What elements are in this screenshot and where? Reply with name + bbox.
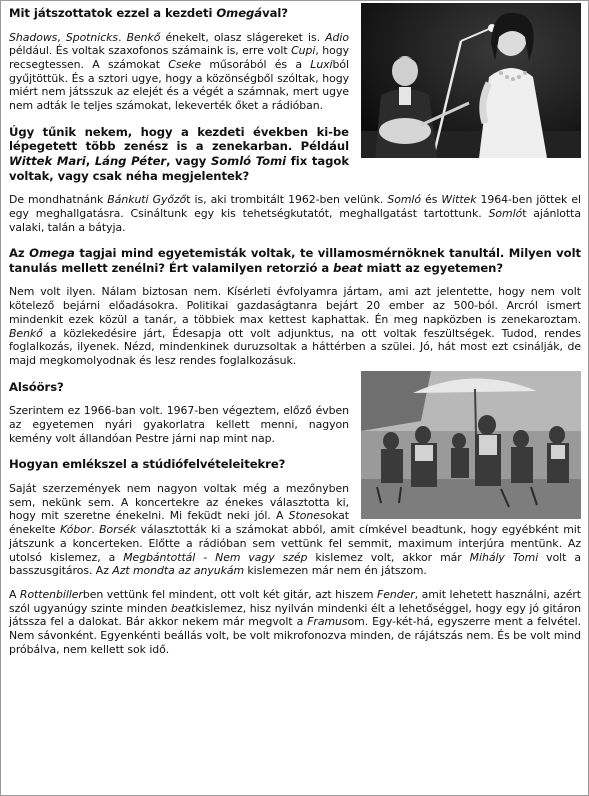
interview-answer: De mondhatnánk Bánkuti Győzőt is, aki trombitált 1962-ben velünk. Somló és Wittek 1964-ben jöttek el egy meghallgatásra. Csináltunk egy kis tehetségkutatót, meghallgatást tartottunk. Somlót ajánlotta valaki, talán a bátyja.: [9, 193, 581, 234]
interview-answer: Shadows, Spotnicks. Benkő énekelt, olasz slágereket is. Adio például. És voltak szaxofonos számaink is, erre volt Cupi, hogy recsegtessen. A számokat Cseke műsorából és a Luxiból gyűjtöttük. És a sztori ugye, hogy a közönségből szóltak, hogy miért nem játsszuk az elejét és a végét a számnak, mert ugye nem adták le teljes számokat, lekeverték őket a rádióban.: [9, 30, 350, 113]
italic-text: Azt mondta az anyukám: [112, 564, 245, 578]
italic-text: Stones: [288, 509, 326, 523]
italic-text: Spotnicks: [65, 30, 119, 44]
italic-text: Somló Tomi: [210, 154, 287, 168]
italic-text: Adio: [325, 30, 350, 44]
italic-text: Láng Péter: [94, 154, 167, 168]
photo-outdoor-group: [361, 371, 581, 519]
italic-text: Fender: [376, 587, 415, 601]
italic-text: Bánkuti Győző: [107, 193, 187, 207]
italic-text: Wittek: [441, 193, 477, 207]
italic-text: Somló: [488, 206, 523, 220]
italic-text: Rottenbiller: [19, 587, 83, 601]
italic-text: Cupi: [291, 44, 316, 58]
photo-singer-stage: [361, 3, 581, 158]
italic-text: Wittek Mari: [9, 154, 86, 168]
interview-question: Mit játszottatok ezzel a kezdeti Omegával?: [9, 6, 288, 20]
photo-outdoor-group-image: [361, 371, 581, 519]
italic-text: Omega: [29, 246, 75, 261]
interview-question: Az Omega tagjai mind egyetemisták voltak, te villamosmérnöknek tanultál. Milyen volt tanulás mellett zenélni? Ért valamilyen retorzió a beat miatt az egyetemen?: [9, 246, 581, 275]
article-body: [9, 6, 581, 656]
italic-text: Mihály Tomi: [469, 550, 539, 564]
italic-text: Benkő: [9, 326, 43, 340]
interview-question: Alsóörs?: [9, 379, 64, 394]
italic-text: Framus: [307, 615, 348, 629]
italic-text: beat: [333, 260, 363, 275]
italic-text: Benkő: [126, 30, 161, 44]
italic-text: Borsék: [99, 523, 137, 537]
italic-text: Somló: [387, 193, 421, 207]
italic-text: Cseke: [168, 58, 202, 71]
photo-singer-stage-image: [361, 3, 581, 158]
italic-text: Kóbor: [60, 523, 92, 537]
interview-question: Úgy tűnik nekem, hogy a kezdeti években ki-be lépegetett több zenész is a zenekarban. Például Wittek Mari, Láng Péter, vagy Somló Tomi fix tagok voltak, vagy csak néha megjelentek?: [9, 124, 349, 183]
italic-text: Luxi: [310, 58, 333, 71]
interview-answer: A Rottenbillerben vettünk fel mindent, ott volt két gitár, azt hiszem Fender, amit lehetett használni, azért szól ugyanúgy szinte minden beatkislemez, hisz nyilván mindenki élt a lehetőséggel, hogy egy jó gitáron játssza fel a dalokat. Bár akkor nekem már megvolt a Framusom. Egy-két-há, egyszerre ment a felvétel. Nem sávonként. Egyenkénti beállás volt, be volt mikrofonozva minden, de rájátszás nem. És be volt mind próbálva, nem kellett sok idő.: [9, 587, 582, 656]
interview-answer: Saját szerzemények nem nagyon voltak még a mezőnyben sem, nekünk sem. A koncertekre az énekes választotta ki, hogy mit szeretne énekelni. Mi feküdt neki jól. A Stonesokat énekelte Kóbor. Borsék választották ki a számokat abból, amit címkével beadtunk, hogy egyébként mit játszunk a koncerteken. Előtte a rádióban sem vettünk fel semmit, maximum interjúra mentünk. Az utolsó kislemez, a Megbántottál - Nem vagy szép kislemez volt, akkor már Mihály Tomi volt a basszusgitáros. Az Azt mondta az anyukám kislemezen már nem én játszom.: [9, 482, 582, 578]
italic-text: Omegá: [216, 6, 263, 20]
italic-text: Shadows: [9, 30, 58, 44]
italic-text: beat: [171, 601, 196, 615]
italic-text: Megbántottál - Nem vagy szép: [123, 550, 308, 564]
interview-answer: Nem volt ilyen. Nálam biztosan nem. Kísérleti évfolyamra jártam, ami azt jelentette, hogy nem volt kötelező bejárni előadásokra. Politikai gazdaságtanra bejárt 20 ember az 500-ból. Arcról ismert mindenkit ezek közül a tanár, a többiek max kettest kaphattak. Én meg napközben is zenekaroztam. Benkő a közlekedésire járt, Édesapja ott volt adjunktus, na ott voltak feszültségek. Tudod, rendes foglalkozás, ilyenek. Nézd, mindenkinek duruzsoltak a háttérben a szülei. Jó, hát most ezt csinálják, de majd megkomolyodnak és lesz rendes foglalkozásuk.: [9, 285, 581, 367]
interview-question: Hogyan emlékszel a stúdiófelvételeitekre?: [9, 457, 286, 472]
interview-answer: Szerintem ez 1966-ban volt. 1967-ben végeztem, előző évben az egyetemen nyári gyakorlatra kellett menni, nagyon kemény volt állandóan Pestre járni nap mint nap.: [9, 404, 349, 445]
